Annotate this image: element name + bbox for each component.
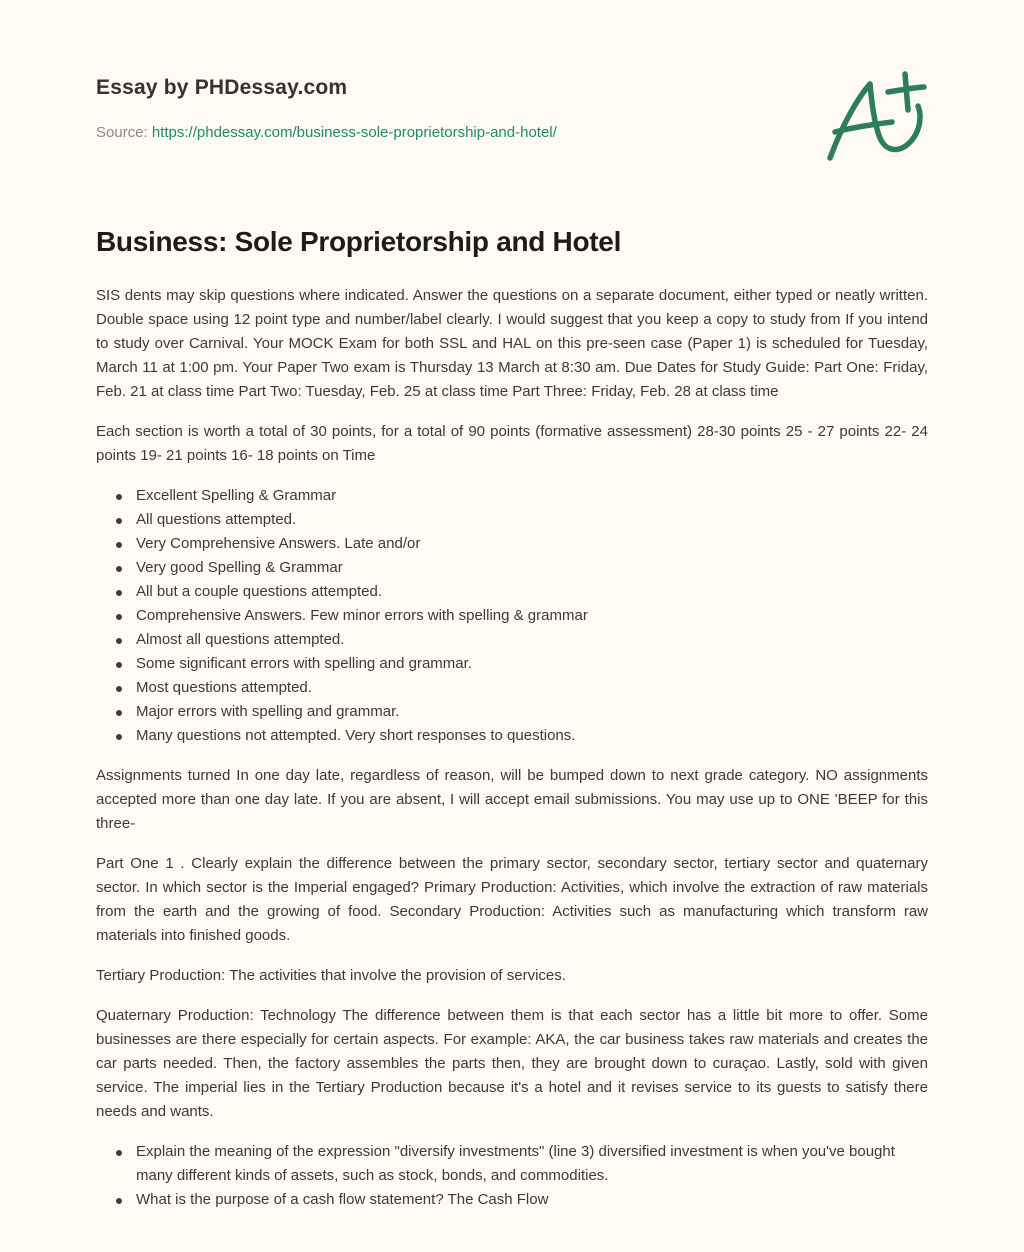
- paragraph-instructions: SIS dents may skip questions where indicated. Answer the questions on a separate document, either typed or neatly written. Double space using 12 point type and number/label clearly. I would suggest that you keep a copy to study from If you intend to study over Carnival. Your MOCK Exam for both SSL and HAL on this pre-seen case (Paper 1) is scheduled for Tuesday, March 11 at 1:00 pm. Your Paper Two exam is Thursday 13 March at 8:30 am. Due Dates for Study Guide: Part One: Friday, Feb. 21 at class time Part Two: Tuesday, Feb. 25 at class time Part Three: Friday, Feb. 28 at class time: [96, 287, 928, 400]
- list-item: Most questions attempted.: [136, 676, 928, 700]
- brand-title: Essay by PHDessay.com: [96, 76, 348, 99]
- paragraph-quaternary: Quaternary Production: Technology The difference between them is that each sector has a little bit more to offer. Some businesses are there especially for certain aspects. For example: AKA, the car business takes raw materials and creates the car parts needed. Then, the factory assembles the parts then, they are brought down to curaçao. Lastly, sold with given service. The imperial lies in the Tertiary Production because it's a hotel and it revises service to its guests to satisfy there needs and wants.: [96, 1007, 928, 1120]
- list-item: Excellent Spelling & Grammar: [136, 484, 928, 508]
- list-item: Very good Spelling & Grammar: [136, 556, 928, 580]
- a-plus-grade-icon: [820, 66, 930, 166]
- article-body: [96, 284, 928, 1228]
- questions-list: [96, 1140, 928, 1212]
- list-item: Explain the meaning of the expression "diversify investments" (line 3) diversified investment is when you've bought many different kinds of assets, such as stock, bonds, and commodities.: [136, 1140, 928, 1188]
- list-item: All but a couple questions attempted.: [136, 580, 928, 604]
- source-label: Source:: [96, 124, 148, 141]
- paragraph-late-policy: Assignments turned In one day late, regardless of reason, will be bumped down to next grade category. NO assignments accepted more than one day late. If you are absent, I will accept email submissions. You may use up to ONE 'BEEP for this three-: [96, 767, 928, 832]
- list-item: Some significant errors with spelling and grammar.: [136, 652, 928, 676]
- paragraph-part-one: Part One 1 . Clearly explain the difference between the primary sector, secondary sector, tertiary sector and quaternary sector. In which sector is the Imperial engaged? Primary Production: Activities, which involve the extraction of raw materials from the earth and the growing of food. Secondary Production: Activities such as manufacturing which transform raw materials into finished goods.: [96, 855, 928, 944]
- source-line: [96, 124, 557, 141]
- page-header: [96, 0, 928, 200]
- article-title: Business: Sole Proprietorship and Hotel: [96, 226, 622, 257]
- list-item: Almost all questions attempted.: [136, 628, 928, 652]
- source-link[interactable]: https://phdessay.com/business-sole-proprietorship-and-hotel/: [151, 124, 557, 141]
- paragraph-grading: Each section is worth a total of 30 points, for a total of 90 points (formative assessment) 28-30 points 25 - 27 points 22- 24 points 19- 21 points 16- 18 points on Time: [96, 423, 928, 464]
- criteria-list: [96, 484, 928, 748]
- list-item: Many questions not attempted. Very short responses to questions.: [136, 724, 928, 748]
- paragraph-tertiary: Tertiary Production: The activities that involve the provision of services.: [96, 967, 566, 984]
- list-item: What is the purpose of a cash flow statement? The Cash Flow: [136, 1188, 928, 1212]
- list-item: Major errors with spelling and grammar.: [136, 700, 928, 724]
- essay-page: [96, 0, 928, 1208]
- list-item: All questions attempted.: [136, 508, 928, 532]
- list-item: Very Comprehensive Answers. Late and/or: [136, 532, 928, 556]
- list-item: Comprehensive Answers. Few minor errors with spelling & grammar: [136, 604, 928, 628]
